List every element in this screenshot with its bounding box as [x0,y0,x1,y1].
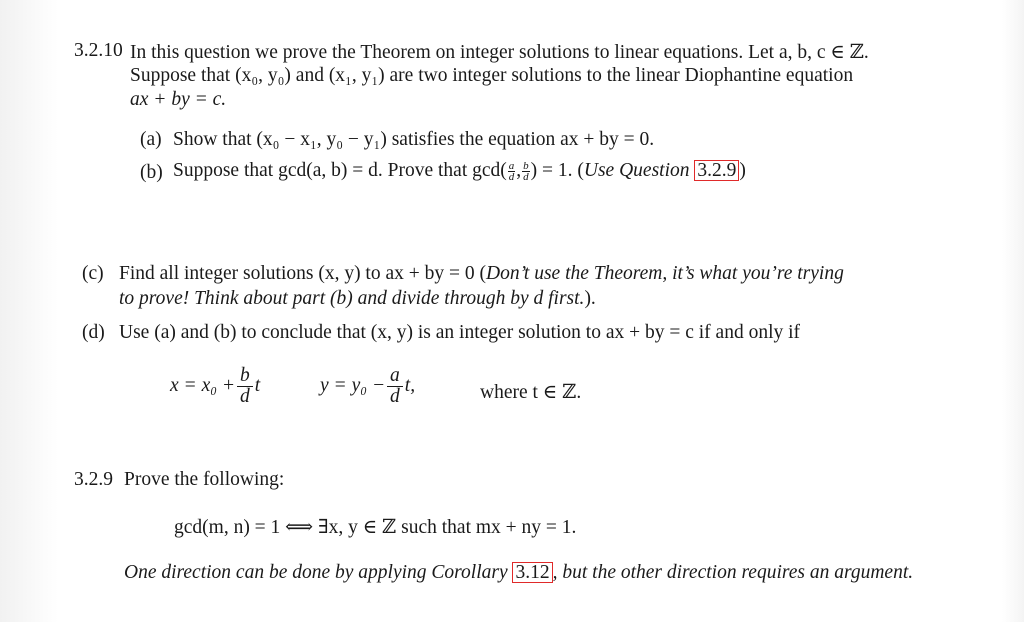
part-c-italic-1: Don’t use the Theorem, it’s what you’re trying [486,263,844,284]
question-3-2-9-link[interactable]: 3.2.9 [694,160,739,181]
page-shadow-right [1002,0,1024,622]
part-b-close: ) [739,160,746,181]
fraction-numerator: b [237,366,253,387]
part-c-italic-2: to prove! Think about part (b) and divide through by d first. [119,288,585,309]
formula-where: where t ∈ ℤ. [480,382,582,403]
fraction-denominator: d [508,171,515,184]
question-3-2-9-number: 3.2.9 [74,469,113,490]
formula-y [320,366,415,407]
question-3-2-9-text: Prove the following: [124,469,285,490]
formula-x [170,366,260,407]
question-3-2-10-line-1: In this question we prove the Theorem on integer solutions to linear equations. Let a, b, c ∈ ℤ. [130,42,869,63]
note-before: One direction can be done by applying Corollary [124,562,508,583]
note-after: , but the other direction requires an argument. [552,562,914,583]
part-a-label: (a) [140,129,162,150]
formula-y-left: y = y₀ − [320,374,386,396]
question-3-2-9-equation: gcd(m, n) = 1 ⟺ ∃x, y ∈ ℤ such that mx + ny = 1. [174,517,577,538]
part-c-line-2 [119,288,596,310]
part-a-text: Show that (x₀ − x₁, y₀ − y₁) satisfies the equation ax + by = 0. [173,129,655,150]
fraction-numerator: b [523,160,529,173]
formula-x-var: t [254,374,261,396]
fraction-numerator: a [508,160,515,173]
part-b-text-before: Suppose that gcd(a, b) = d. Prove that gcd( [173,160,507,181]
part-b-text: Suppose that gcd(a, b) = d. Prove that gcd( $\frac{a}{d}$ , $\frac{b}{d}$ ) = 1. (Use Question 3.2.9 ) [173,160,746,184]
fraction-numerator: a [387,366,403,387]
fraction-denominator: d [523,171,529,184]
page-shadow-left [0,0,58,622]
corollary-3-12-link[interactable]: 3.12 [512,562,552,583]
part-d-label: (d) [82,322,105,343]
part-c-plain: Find all integer solutions (x, y) to ax + by = 0 ( [119,263,486,284]
question-3-2-10-line-2: Suppose that (x₀, y₀) and (x₁, y₁) are two integer solutions to the linear Diophantine equation [130,65,854,86]
part-b-italic: Use Question [583,160,690,181]
question-3-2-10-line-3: ax + by = c. [130,89,227,110]
question-3-2-9-note [124,562,913,584]
formula-x-left: x = x₀ + [170,374,236,396]
part-c-line-1 [119,263,844,285]
fraction-a-over-d [508,161,516,182]
fraction-b-over-d [237,366,253,407]
part-d-text: Use (a) and (b) to conclude that (x, y) is an integer solution to ax + by = c if and only if [119,322,801,343]
question-3-2-10-number: 3.2.10 [74,40,123,61]
part-c-line-2-end: ). [584,288,596,309]
part-b-text-after: ) = 1. ( [530,160,584,181]
formula-y-var: t, [404,374,416,396]
fraction-b-over-d [522,161,530,182]
fraction-a-over-d [387,366,403,407]
part-c-label: (c) [82,263,104,284]
part-b-label: (b) [140,162,163,183]
fraction-denominator: d [390,386,400,407]
fraction-denominator: d [240,386,250,407]
